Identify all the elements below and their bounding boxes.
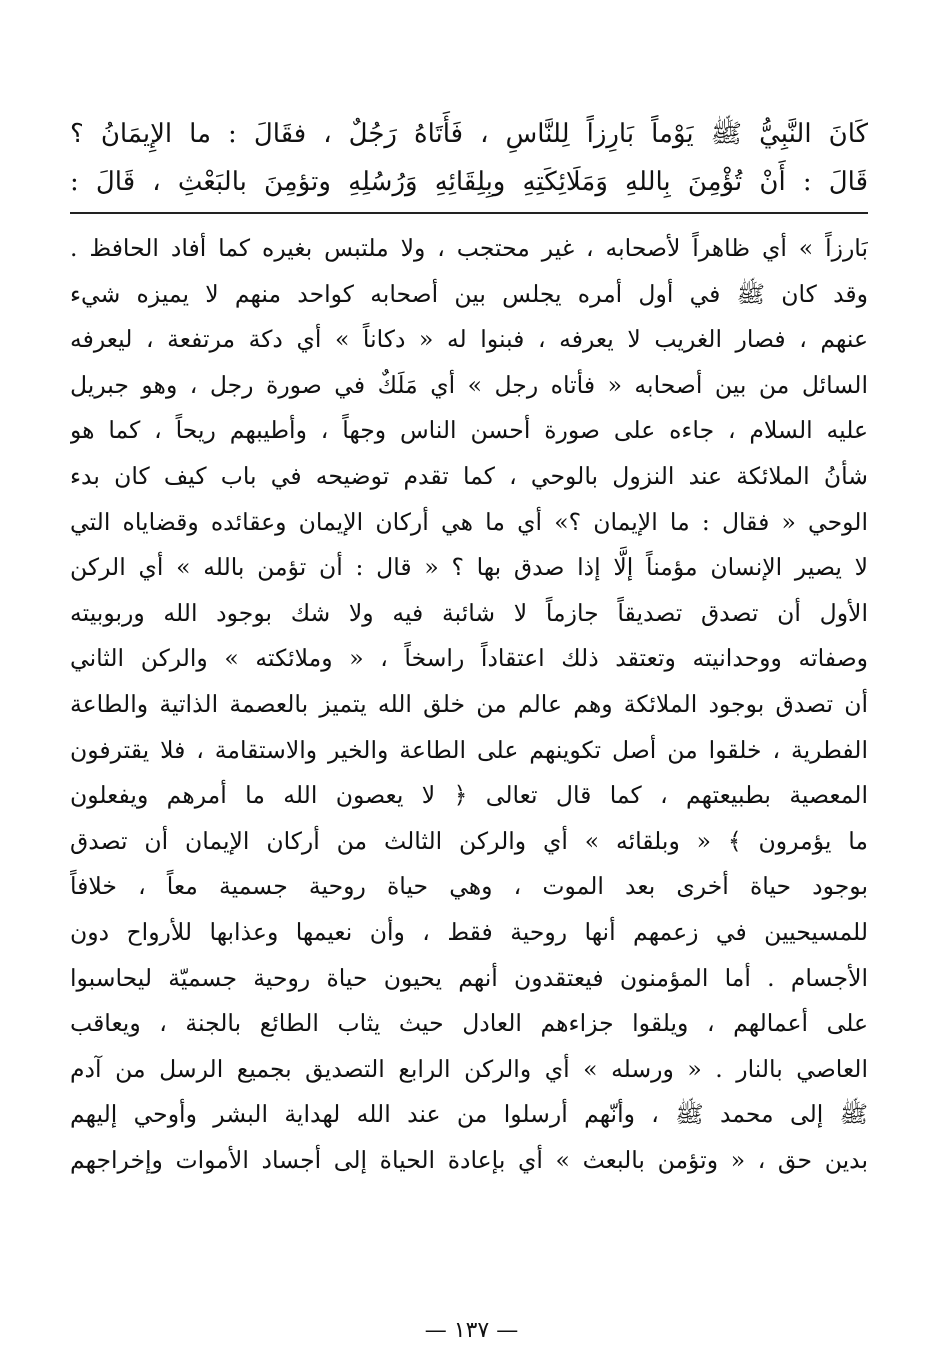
commentary-line: وصفاته ووحدانيته وتعتقد ذلك اعتقاداً راسخاً ، « وملائكته » والركن الثاني <box>70 644 868 673</box>
commentary-line: السائل من بين أصحابه « فأتاه رجل » أي مَلَكٌ في صورة رجل ، وهو جبريل <box>70 370 868 399</box>
commentary-line: وقد كان ﷺ في أول أمره يجلس بين أصحابه كواحد منهم لا يميزه شيء <box>70 279 868 308</box>
commentary-line: ما يؤمرون ﴾ « وبلقائه » أي والركن الثالث من أركان الإيمان أن تصدق <box>70 826 868 855</box>
hadith-line: كَانَ النَّبِيُّ ﷺ يَوْماً بَارِزاً لِلنَّاسِ ، فَأَتَاهُ رَجُلٌ ، فقَالَ : ما الإِيمَانُ ؟ <box>70 119 868 149</box>
commentary-line: الأول أن تصدق تصديقاً جازماً لا شائبة فيه ولا شك بوجود الله وربوبيته <box>70 598 868 627</box>
commentary-line: على أعمالهم ، ويلقوا جزاءهم العادل حيث يثاب الطائع بالجنة ، ويعاقب <box>70 1009 868 1038</box>
commentary-line: بدين حق ، « وتؤمن بالبعث » أي بإعادة الحياة إلى أجساد الأموات وإخراجهم <box>70 1145 868 1174</box>
commentary-line: الأجسام . أما المؤمنون فيعتقدون أنهم يحيون حياة روحية جسميّة ليحاسبوا <box>70 963 868 992</box>
divider-rule <box>70 212 868 214</box>
commentary-line: ﷺ إلى محمد ﷺ ، وأنّهم أرسلوا من عند الله لهداية البشر وأوحي إليهم <box>70 1100 868 1129</box>
commentary-line: أن تصدق بوجود الملائكة وهم عالم من خلق الله يتميز بالعصمة الذاتية والطاعة <box>70 689 868 718</box>
hadith-line: قَالَ : أَنْ تُؤْمِنَ بِاللهِ وَمَلَائِكَتِهِ وبِلِقَائِهِ وَرُسُلِهِ وتؤمِنَ بالبَعْثِ ، قَالَ : <box>70 167 868 197</box>
commentary-line: الوحي « فقال : ما الإيمان ؟» أي ما هي أركان الإيمان وعقائده وقضاياه التي <box>70 507 868 536</box>
page-body <box>70 110 868 1183</box>
commentary-line: الفطرية ، خلقوا من أصل تكوينهم على الطاعة والخير والاستقامة ، فلا يقترفون <box>70 735 868 764</box>
commentary-text <box>70 226 868 1183</box>
commentary-line: عليه السلام ، جاءه على صورة أحسن الناس وجهاً ، وأطيبهم ريحاً ، كما هو <box>70 416 868 445</box>
commentary-line: للمسيحيين في زعمهم أنها روحية فقط ، وأن نعيمها وعذابها للأرواح دون <box>70 917 868 946</box>
hadith-text <box>70 110 868 206</box>
commentary-line: عنهم ، فصار الغريب لا يعرفه ، فبنوا له « دكاناً » أي دكة مرتفعة ، ليعرفه <box>70 325 868 354</box>
page-number: — ١٣٧ — <box>424 1318 519 1343</box>
commentary-line: العاصي بالنار . « ورسله » أي والركن الرابع التصديق بجميع الرسل من آدم <box>70 1054 868 1083</box>
commentary-line: بَارزاً » أي ظاهراً لأصحابه ، غير محتجب ، ولا ملتبس بغيره كما أفاد الحافظ . <box>70 234 868 262</box>
commentary-line: شأنُ الملائكة عند النزول بالوحي ، كما تقدم توضيحه في باب كيف كان بدء <box>70 461 868 490</box>
commentary-line: المعصية بطبيعتهم ، كما قال تعالى ﴿ لا يعصون الله ما أمرهم ويفعلون <box>70 781 868 810</box>
commentary-line: بوجود حياة أخرى بعد الموت ، وهي حياة روحية جسمية معاً ، خلافاً <box>70 872 868 901</box>
commentary-line: لا يصير الإنسان مؤمناً إلَّا إذا صدق بها ؟ « قال : أن تؤمن بالله » أي الركن <box>70 553 868 582</box>
